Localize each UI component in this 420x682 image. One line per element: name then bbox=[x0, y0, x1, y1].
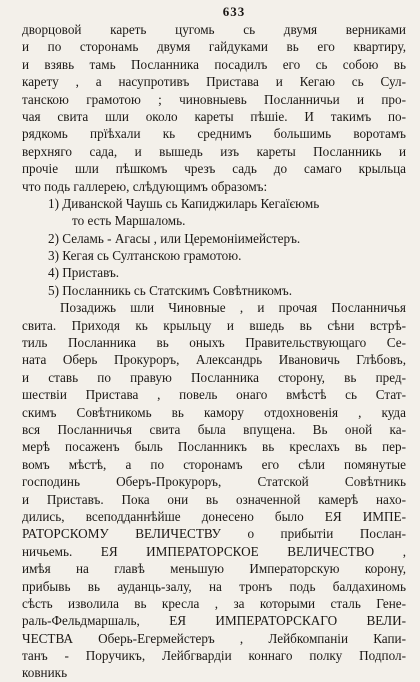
page-number: 633 bbox=[222, 4, 246, 19]
text-line: вся Посланничья свита была впущена. Вь оной ка- bbox=[22, 421, 406, 437]
text-line: и взявь тамь Посланника посадилъ его сь собою вь bbox=[22, 56, 406, 72]
text-line: что подь галлерею, слѣдующимъ образомъ: bbox=[22, 178, 268, 194]
text-line: карету , а насупротивъ Пристава и Кегаю сь Сул- bbox=[22, 74, 406, 90]
page-body-text bbox=[22, 21, 406, 682]
text-line: вомъ мѣстѣ, а по сторонамъ его сѣли помянутые bbox=[22, 456, 406, 472]
text-line: мерѣ посаженъ быль Посланникъ вь креслахъ вь пер- bbox=[22, 439, 406, 455]
text-line: ната Оберь Прокуроръ, Александрь Ивановичь Глѣбовъ, bbox=[22, 352, 406, 368]
text-line: танъ - Поручикъ, Лейбгвардіи коннаго полку Подпол- bbox=[22, 648, 406, 664]
text-line: имѣя на главѣ меньшую Императорскую корону, bbox=[22, 561, 406, 577]
text-line: танскою грамотою ; чиновныевь Посланничьи и про- bbox=[22, 91, 406, 107]
text-line: свита. Приходя кь крыльцу и вшедь вь сѣни встрѣ- bbox=[22, 317, 406, 333]
text-line: Позадижь шли Чиновные , и прочая Посланничья bbox=[60, 300, 406, 316]
text-line: 2) Селамь - Агасы , или Церемоніимейстеръ. bbox=[48, 230, 301, 246]
text-line: 5) Посланникь сь Статскимъ Совѣтникомъ. bbox=[48, 282, 293, 298]
text-line: и по сторонамь двумя гайдуками вь его квартиру, bbox=[22, 39, 406, 55]
text-line: прочіе шли пѣшкомъ чрезъ садь до самаго крыльца bbox=[22, 161, 406, 177]
text-line: скимъ Совѣтникомь вь камору отдохновенія , куда bbox=[22, 404, 406, 420]
text-line: верхняго сада, и вышедь изъ кареты Посланникь и bbox=[22, 143, 406, 159]
text-line: ковникь bbox=[22, 665, 68, 681]
text-line: ничьемь. ЕЯ ИМПЕРАТОРСКОЕ ВЕЛИЧЕСТВО , bbox=[22, 543, 406, 559]
text-line: тиль Посланника вь оныхъ Правительствующаго Се- bbox=[22, 335, 406, 351]
text-line: 4) Приставъ. bbox=[48, 265, 120, 281]
text-line: сѣсть изволила вь кресла , за которыми сталь Гене- bbox=[22, 595, 406, 611]
text-line: ЧЕСТВА Оберь-Егермейстеръ , Лейбкомпаніи Капи- bbox=[22, 630, 406, 646]
text-line: раль-Фельдмаршаль, ЕЯ ИМПЕРАТОРСКАГО ВЕЛИ- bbox=[22, 613, 406, 629]
text-line: чая свита шли около кареты пѣшіе. И такимъ по- bbox=[22, 108, 406, 124]
text-line: рядкомь прїѣхали кь среднимъ большимь воротамъ bbox=[22, 126, 406, 142]
text-line: 3) Кегая сь Султанскою грамотою. bbox=[48, 248, 242, 264]
text-line: РАТОРСКОМУ ВЕЛИЧЕСТВУ о прибытіи Послан- bbox=[22, 526, 406, 542]
text-line: и ставь по правую Посланника сторону, вь пред- bbox=[22, 369, 406, 385]
text-line: шествіи Пристава , повель онаго вмѣстѣ сь Стат- bbox=[22, 387, 406, 403]
text-line: и Приставъ. Пока они вь означенной камерѣ нахо- bbox=[22, 491, 406, 507]
text-line: господинь Оберъ-Прокуроръ, Статской Совѣтникь bbox=[22, 474, 406, 490]
text-line: то есть Маршаломь. bbox=[72, 213, 186, 229]
text-line: прибывь вь ауданць-залу, на тронъ подь балдахиномь bbox=[22, 578, 406, 594]
text-line: дворцовой кареть цугомь сь двумя верниками bbox=[22, 22, 406, 37]
text-line: 1) Диванской Чаушь сь Капиджиларь Кегаїєюмь bbox=[48, 195, 320, 211]
text-line: дились, всеподданнѣйше донесено было ЕЯ ИМПЕ- bbox=[22, 508, 406, 524]
